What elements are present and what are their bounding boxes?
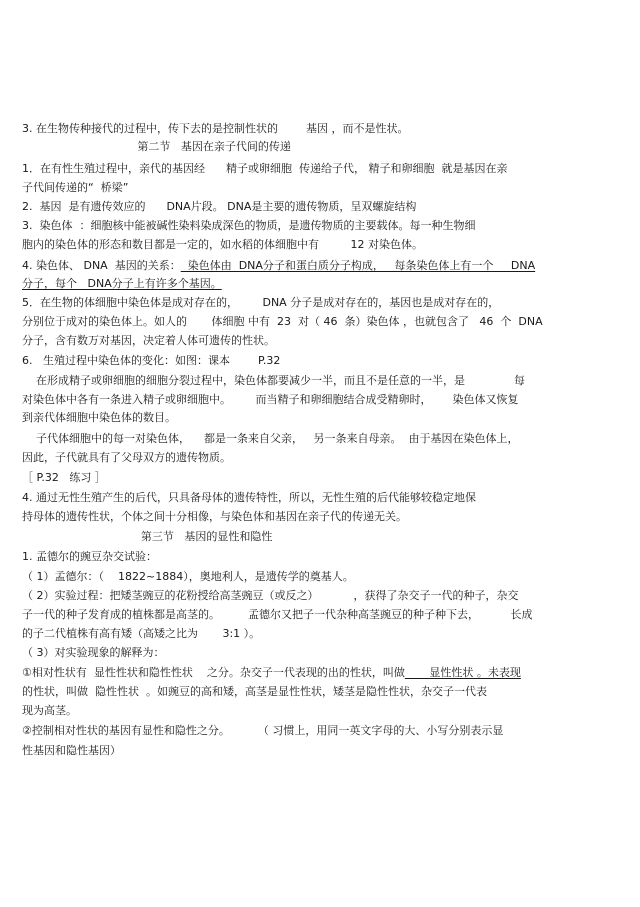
text-line: 性基因和隐性基因） [22,744,121,757]
text-line: 5．在生物的体细胞中染色体是成对存在的， DNA 分子是成对存在的，基因也是成对存在的， [22,296,500,309]
text-line: 1．在有性生殖过程中，亲代的基因经 精子或卵细胞 传递给子代， 精子和卵细胞 就是基因在亲 [22,162,508,175]
text-line: 4. 通过无性生殖产生的后代，只具备母体的遗传特性，所以，无性生殖的后代能够较稳定地保 [22,491,476,504]
text-line: 在形成精子或卵细胞的细胞分裂过程中，染色体都要减少一半，而且不是任意的一半，是 每 [22,374,525,387]
text-line: 4. 染色体、 DNA 基因的关系： 染色体由 DNA分子和蛋白质分子构成， 每条染色体上有一个 DNA [22,259,536,272]
text-line: 子代间传递的“ 桥梁” [22,181,129,194]
text-line: （ 2）实验过程：把矮茎豌豆的花粉授给高茎豌豆（或反之） ，获得了杂交子一代的种子，杂交 [22,589,519,602]
text-line: 胞内的染色体的形态和数目都是一定的，如水稻的体细胞中有 12 对染色体。 [22,238,423,251]
text-line: 3. 在生物传种接代的过程中，传下去的是控制性状的 基因 ，而不是性状。 [22,122,409,135]
text-line: 现为高茎。 [22,704,77,717]
text-line: 3. 染色体 ：细胞核中能被碱性染料染成深色的物质，是遗传物质的主要载体。每一种生物细 [22,219,476,232]
text-line: 的性状，叫做 隐性性状 。如豌豆的高和矮，高茎是显性性状，矮茎是隐性性状，杂交子一代表 [22,685,487,698]
text-line: 分子，每个 DNA分子上有许多个基因。 [22,277,222,290]
text-line: 1. 孟德尔的豌豆杂交试验： [22,550,157,563]
text-line: 的子二代植株有高有矮（高矮之比为 3:1 ）。 [22,627,261,640]
text-line: ①相对性状有 显性性状和隐性性状 之分。杂交子一代表现的出的性状，叫做 显性性状 。未表现 [22,666,521,679]
text-line: 因此，子代就具有了父母双方的遗传物质。 [22,451,231,464]
text-line: （ 1）孟德尔：（ 1822~1884），奥地利人，是遗传学的奠基人。 [22,570,354,583]
text-line: 子代体细胞中的每一对染色体， 都是一条来自父亲， 另一条来自母亲。 由于基因在染色体上， [22,432,519,445]
text-line: ［ P.32 练习 ］ [22,471,106,484]
section-heading: 第二节 基因在亲子代间的传递 [22,140,291,153]
text-line: 持母体的遗传性状，个体之间十分相像，与染色体和基因在亲子代的传递无关。 [22,510,407,523]
text-line: 到亲代体细胞中染色体的数目。 [22,411,176,424]
text-line: 2. 基因 是有遗传效应的 DNA片段。 DNA是主要的遗传物质，呈双螺旋结构 [22,200,417,213]
text-line: 6. 生殖过程中染色体的变化：如图：课本 P.32 [22,354,281,367]
text-line: ②控制相对性状的基因有显性和隐性之分。 （ 习惯上，用同一英文字母的大、小写分别表示显 [22,724,504,737]
text-line: 分子，含有数万对基因，决定着人体可遗传的性状。 [22,334,275,347]
text-line: （ 3）对实验现象的解释为： [22,646,165,659]
text-line: 分别位于成对的染色体上。如人的 体细胞 中有 23 对（ 46 条）染色体 ，也就包含了 46 个 DNA [22,315,543,328]
text-line: 子一代的种子发育成的植株都是高茎的。 孟德尔又把子一代杂种高茎豌豆的种子种下去， 长成 [22,608,533,621]
text-line: 对染色体中各有一条进入精子或卵细胞中。 而当精子和卵细胞结合成受精卵时， 染色体又恢复 [22,393,519,406]
section-heading: 第三节 基因的显性和隐性 [22,530,273,543]
